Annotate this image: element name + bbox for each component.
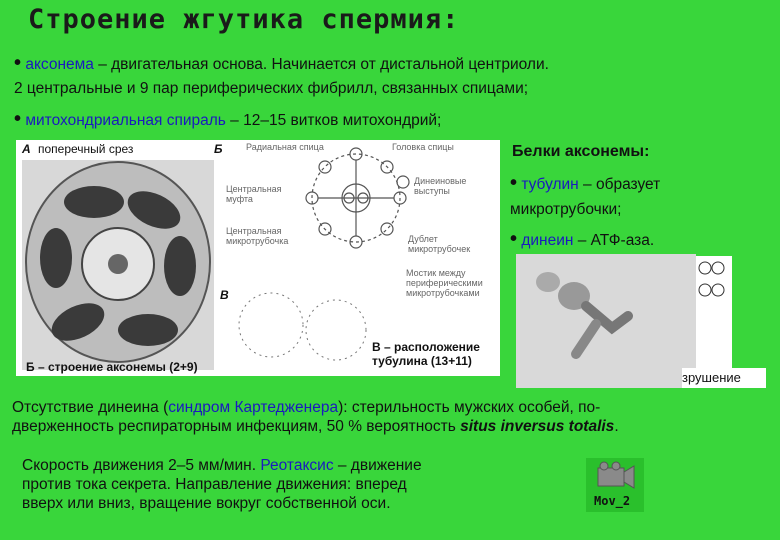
annotation-central-sheath: Центральная муфта: [226, 184, 282, 204]
tubulin-line: [510, 172, 660, 195]
annotation-doublet: Дублет микротрубочек: [408, 234, 471, 254]
deficiency-text-d: .: [614, 418, 619, 435]
tubulin-text-2: микротрубочки;: [510, 201, 622, 218]
movie-label: Mov_2: [594, 494, 631, 508]
bullet: •: [510, 172, 518, 194]
cross-section-micrograph: [22, 160, 214, 370]
speed-text: Скорость движения 2–5 мм/мин.: [22, 457, 261, 474]
tubulin-keyword: тубулин: [521, 176, 579, 193]
dynein-keyword: динеин: [521, 232, 574, 249]
microtubule-strip: [696, 256, 732, 368]
rheotaxis-keyword: Реотаксис: [260, 457, 334, 474]
label-b: Б: [214, 142, 223, 156]
movement-line-1: [22, 456, 562, 475]
annotation-radial-spoke: Радиальная спица: [246, 142, 324, 152]
mito-keyword: митохондриальная спираль: [25, 112, 226, 129]
dynein-image: [516, 254, 696, 388]
deficiency-line-2: [12, 417, 772, 436]
fibril-line: 2 центральные и 9 пар периферических фибрилл, связанных спицами;: [14, 80, 529, 97]
dynein-line: [510, 228, 654, 251]
movement-text-b: – движение: [333, 457, 422, 474]
axoneme-figure: [16, 140, 500, 376]
caption-b: Б – строение аксонемы (2+9): [26, 360, 198, 374]
deficiency-text-c: дверженность респираторным инфекциям, 50 % вероятность: [12, 418, 461, 435]
axoneme-diagram: [306, 148, 409, 248]
axoneme-keyword: аксонема: [25, 56, 94, 73]
tubulin-text: – образует: [578, 176, 661, 193]
mito-line: [14, 108, 441, 131]
microtubule-drawing: [696, 256, 732, 368]
bullet: •: [14, 52, 22, 74]
tubulin-diagram: [239, 293, 366, 360]
situs-inversus-term: situs inversus totalis: [460, 418, 615, 435]
dynein-text: – АТФ-аза.: [573, 232, 655, 249]
dynein-illustration: [516, 254, 696, 388]
destruction-label: зрушение: [682, 368, 766, 388]
label-a-caption: поперечный срез: [38, 142, 134, 156]
movie-button[interactable]: [586, 458, 644, 512]
bullet: •: [14, 108, 22, 130]
deficiency-line-1: [12, 398, 772, 417]
annotation-dynein-arms: Динеиновые выступы: [414, 176, 467, 196]
movement-line-2: против тока секрета. Направление движения: вперед: [22, 476, 407, 493]
axoneme-line: [14, 52, 549, 75]
mito-text: – 12–15 витков митохондрий;: [225, 112, 442, 129]
bullet: •: [510, 228, 518, 250]
camera-icon: [594, 460, 638, 490]
caption-v: В – расположение тубулина (13+11): [372, 340, 480, 368]
page-title: Строение жгутика спермия:: [28, 4, 460, 35]
label-a: А: [22, 142, 31, 156]
label-v: В: [220, 288, 229, 302]
proteins-heading: Белки аксонемы:: [512, 143, 650, 160]
axoneme-text: – двигательная основа. Начинается от дистальной центриоли.: [93, 56, 549, 73]
dynein-deficiency-text: [12, 398, 772, 436]
annotation-bridge: Мостик между периферическими микротрубочками: [406, 268, 483, 298]
annotation-central-microtubule: Центральная микротрубочка: [226, 226, 289, 246]
annotation-spoke-head: Головка спицы: [392, 142, 454, 152]
movement-line-3: вверх или вниз, вращение вокруг собственной оси.: [22, 495, 391, 512]
deficiency-text-b: ): стерильность мужских особей, по-: [338, 399, 601, 416]
kartagener-keyword: синдром Картедженера: [168, 399, 339, 416]
movement-text: [22, 456, 562, 513]
deficiency-text-a: Отсутствие динеина (: [12, 399, 169, 416]
